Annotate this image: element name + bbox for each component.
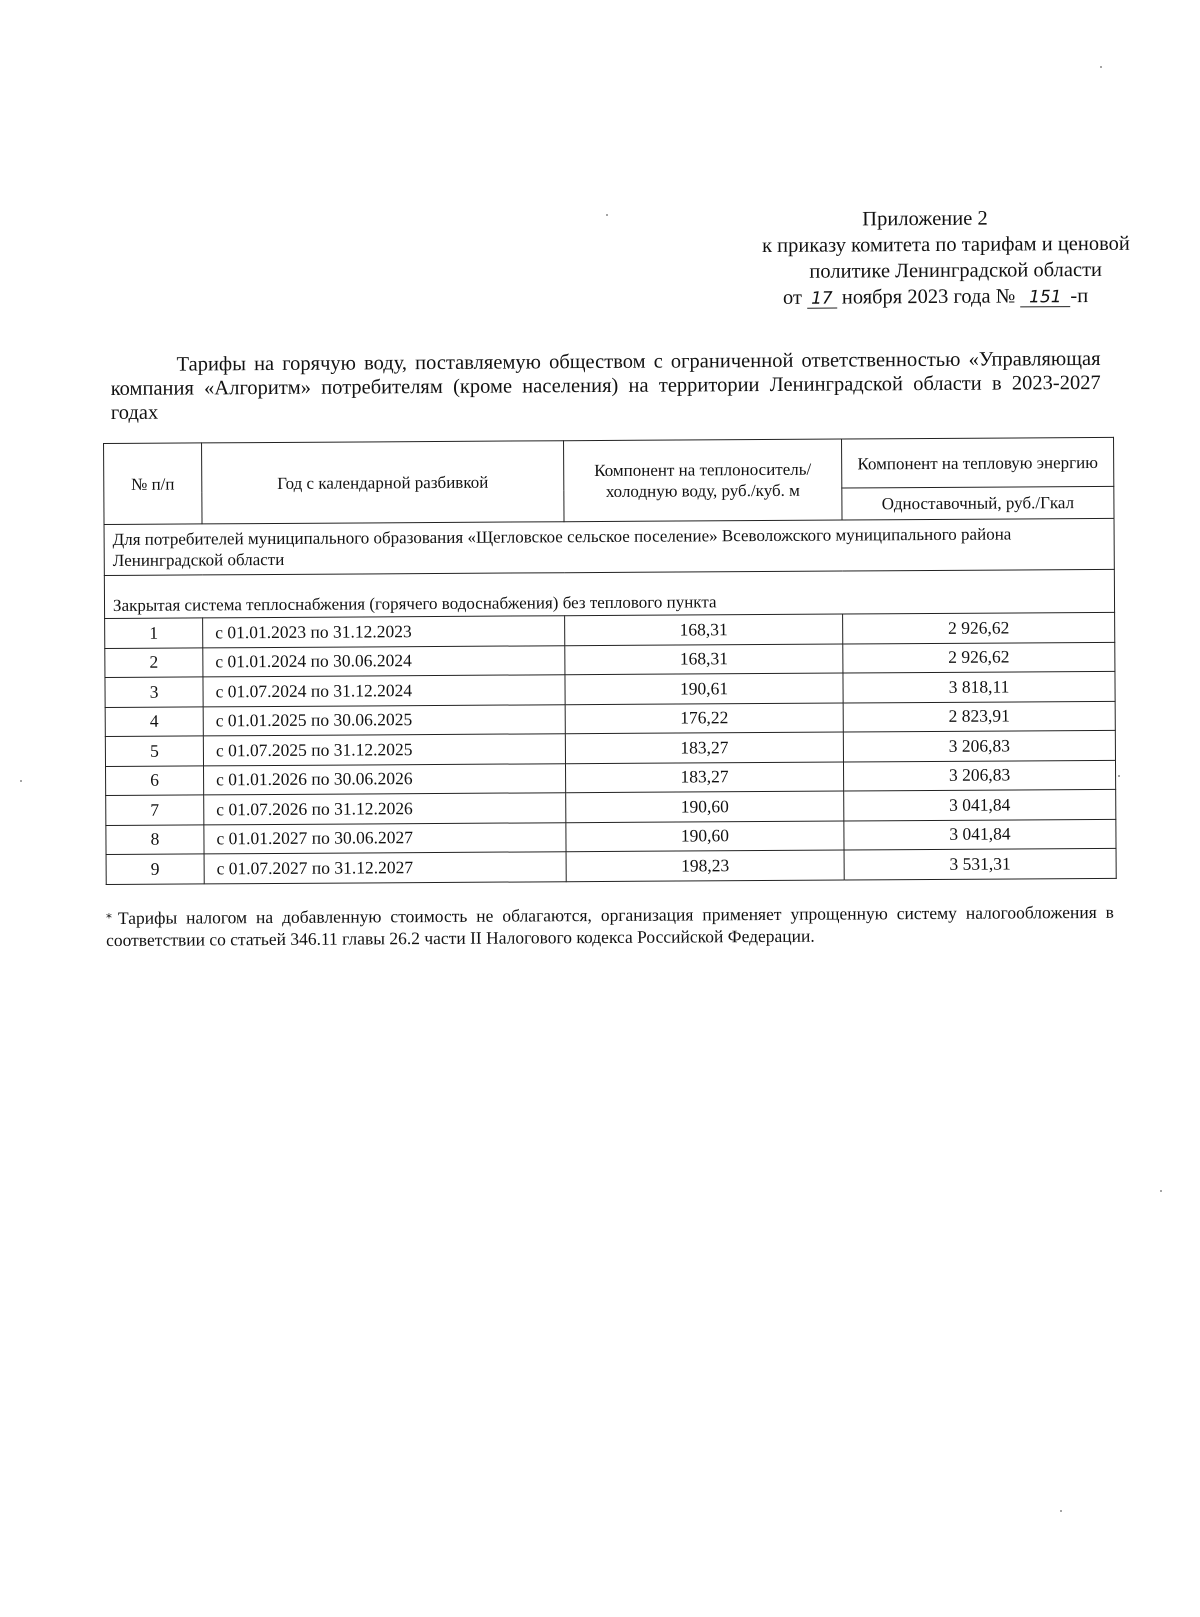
row-energy: 2 926,62 <box>843 642 1115 673</box>
document-title: Тарифы на горячую воду, поставляемую обществом с ограниченной ответственностью «Управляющая компания «Алгоритм» потребителям (кроме населения) на территории Ленинградской области в 2023-2027 годах <box>110 347 1101 424</box>
appendix-title: Приложение 2 <box>862 207 988 231</box>
row-energy: 3 206,83 <box>843 730 1115 761</box>
row-period: с 01.07.2026 по 31.12.2026 <box>204 793 566 825</box>
appendix-day-handwritten: 17 <box>807 290 837 309</box>
row-carrier: 190,61 <box>565 673 843 704</box>
tariff-table <box>103 437 1117 885</box>
appendix-from: от <box>782 286 803 309</box>
row-period: с 01.07.2024 по 31.12.2024 <box>203 675 565 707</box>
header-period: Год с календарной разбивкой <box>202 441 564 524</box>
row-carrier: 190,60 <box>566 791 844 822</box>
footnote-text: Тарифы налогом на добавленную стоимость не облагаются, организация применяет упрощенную систему налогообложения в соответствии со статьей 346.11 главы 26.2 части II Налогового кодекса Российской Федерации. <box>106 901 1114 951</box>
row-num: 3 <box>105 677 203 707</box>
appendix-order-line: к приказу комитета по тарифам и ценовой <box>761 232 1130 258</box>
row-num: 2 <box>105 647 203 677</box>
row-num: 4 <box>105 706 203 736</box>
appendix-committee-line: политике Ленинградской области <box>809 258 1103 283</box>
row-period: с 01.01.2023 по 31.12.2023 <box>203 616 565 648</box>
appendix-number-handwritten: 151 <box>1020 288 1070 307</box>
row-energy: 3 206,83 <box>843 760 1115 791</box>
row-num: 5 <box>105 736 203 766</box>
row-num: 9 <box>106 854 204 884</box>
table-row <box>106 848 1116 884</box>
row-period: с 01.01.2027 по 30.06.2027 <box>204 822 566 854</box>
header-energy: Компонент на тепловую энергию <box>842 437 1114 488</box>
system-title: Закрытая система теплоснабжения (горячего водоснабжения) без теплового пункта <box>104 569 1114 618</box>
scan-speck <box>20 780 22 782</box>
row-num: 7 <box>106 795 204 825</box>
system-title-row <box>104 569 1114 618</box>
group-title-row <box>104 518 1114 575</box>
table-header-row <box>104 437 1114 492</box>
row-carrier: 183,27 <box>565 732 843 763</box>
row-num: 1 <box>105 618 203 648</box>
header-num: № п/п <box>104 443 202 525</box>
appendix-header <box>670 205 1131 312</box>
row-energy: 3 041,84 <box>844 789 1116 820</box>
row-period: с 01.01.2025 по 30.06.2025 <box>203 704 565 736</box>
row-carrier: 183,27 <box>565 762 843 793</box>
scan-speck <box>1060 1510 1062 1512</box>
appendix-month-year: ноября 2023 года № <box>841 285 1016 309</box>
row-num: 6 <box>106 765 204 795</box>
row-energy: 2 926,62 <box>843 612 1115 643</box>
row-energy: 3 531,31 <box>844 848 1116 879</box>
row-period: с 01.07.2027 по 31.12.2027 <box>204 852 566 884</box>
appendix-suffix: -п <box>1070 285 1089 308</box>
footnote-star: * <box>105 910 112 926</box>
group-title: Для потребителей муниципального образования «Щегловское сельское поселение» Всеволожского муниципального района Ленинградской области <box>104 518 1114 575</box>
scan-speck <box>1100 66 1102 68</box>
row-carrier: 176,22 <box>565 703 843 734</box>
appendix-date-line <box>670 283 1088 312</box>
header-carrier: Компонент на теплоноситель/ холодную воду, руб./куб. м <box>564 439 842 522</box>
row-energy: 3 818,11 <box>843 671 1115 702</box>
header-energy-sub: Одноставочный, руб./Гкал <box>842 487 1114 520</box>
row-carrier: 198,23 <box>566 850 844 881</box>
row-energy: 2 823,91 <box>843 701 1115 732</box>
footnote <box>106 901 1114 951</box>
row-period: с 01.01.2024 по 30.06.2024 <box>203 645 565 677</box>
row-period: с 01.01.2026 по 30.06.2026 <box>204 763 566 795</box>
row-carrier: 168,31 <box>565 644 843 675</box>
scan-speck <box>1118 775 1120 777</box>
row-num: 8 <box>106 824 204 854</box>
scan-speck <box>1160 1190 1162 1192</box>
scan-speck <box>606 214 608 216</box>
row-energy: 3 041,84 <box>844 819 1116 850</box>
row-carrier: 190,60 <box>566 821 844 852</box>
row-period: с 01.07.2025 по 31.12.2025 <box>203 734 565 766</box>
row-carrier: 168,31 <box>565 614 843 645</box>
